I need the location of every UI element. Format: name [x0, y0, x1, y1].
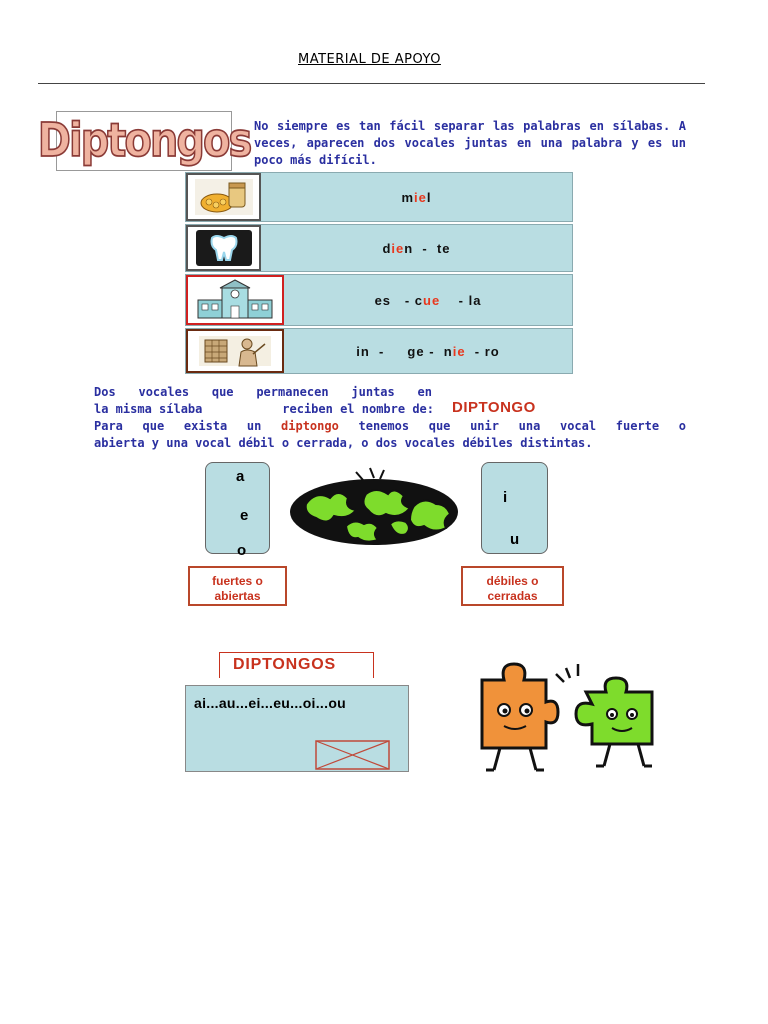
vowel-letter: o: [237, 542, 247, 559]
school-building-icon: [186, 275, 284, 325]
diptongos-header-text: DIPTONGOS: [233, 656, 336, 673]
definition-paragraph: [94, 384, 686, 452]
diptongos-list-box: [185, 685, 409, 772]
diptongos-header: [219, 652, 374, 678]
puzzle-ball-icon: [286, 466, 466, 552]
weak-vowels-label: débiles o cerradas: [461, 566, 564, 606]
puzzle-characters-icon: [470, 660, 670, 776]
example-row-escuela: [185, 274, 573, 326]
diptongo-term-label: DIPTONGO: [452, 399, 536, 416]
definition-line: la misma sílaba reciben el nombre de:: [94, 402, 434, 416]
example-word: in - ge - nie - ro: [356, 343, 500, 359]
engineer-icon: [186, 329, 284, 373]
honey-jar-icon: [186, 173, 261, 221]
document-title: MATERIAL DE APOYO: [298, 52, 441, 67]
example-row-diente: [185, 224, 573, 272]
logo-text: Diptongos: [37, 114, 251, 168]
example-row-miel: [185, 172, 573, 222]
vowel-letter: a: [236, 468, 245, 485]
tooth-icon: [186, 225, 261, 271]
vowel-letter: i: [503, 489, 508, 506]
diptongos-logo: [37, 111, 251, 171]
example-word: dien - te: [382, 240, 451, 256]
definition-line: abierta y una vocal débil o cerrada, o dos vocales débiles distintas.: [94, 436, 593, 450]
vowel-letter: u: [510, 531, 520, 548]
definition-line: Dos vocales que permanecen juntas en: [94, 385, 432, 399]
crossed-box-icon: [315, 740, 390, 770]
diptongos-list: ai...au...ei...eu...oi...ou: [194, 695, 347, 711]
strong-vowels-box: [205, 462, 270, 559]
intro-paragraph: No siempre es tan fácil separar las palabras en sílabas. A veces, aparecen dos vocales juntas en una palabra y es un poco más difícil.: [254, 119, 686, 167]
example-word: es - cue - la: [374, 292, 482, 308]
strong-vowels-label: fuertes o abiertas: [188, 566, 287, 606]
vowel-letter: e: [240, 507, 249, 524]
example-row-ingeniero: [185, 328, 573, 374]
header-divider: [38, 83, 705, 84]
definition-line: Para que exista un diptongo tenemos que unir una vocal fuerte o: [94, 419, 686, 433]
example-word: miel: [401, 189, 432, 205]
weak-vowels-box: [481, 462, 548, 554]
